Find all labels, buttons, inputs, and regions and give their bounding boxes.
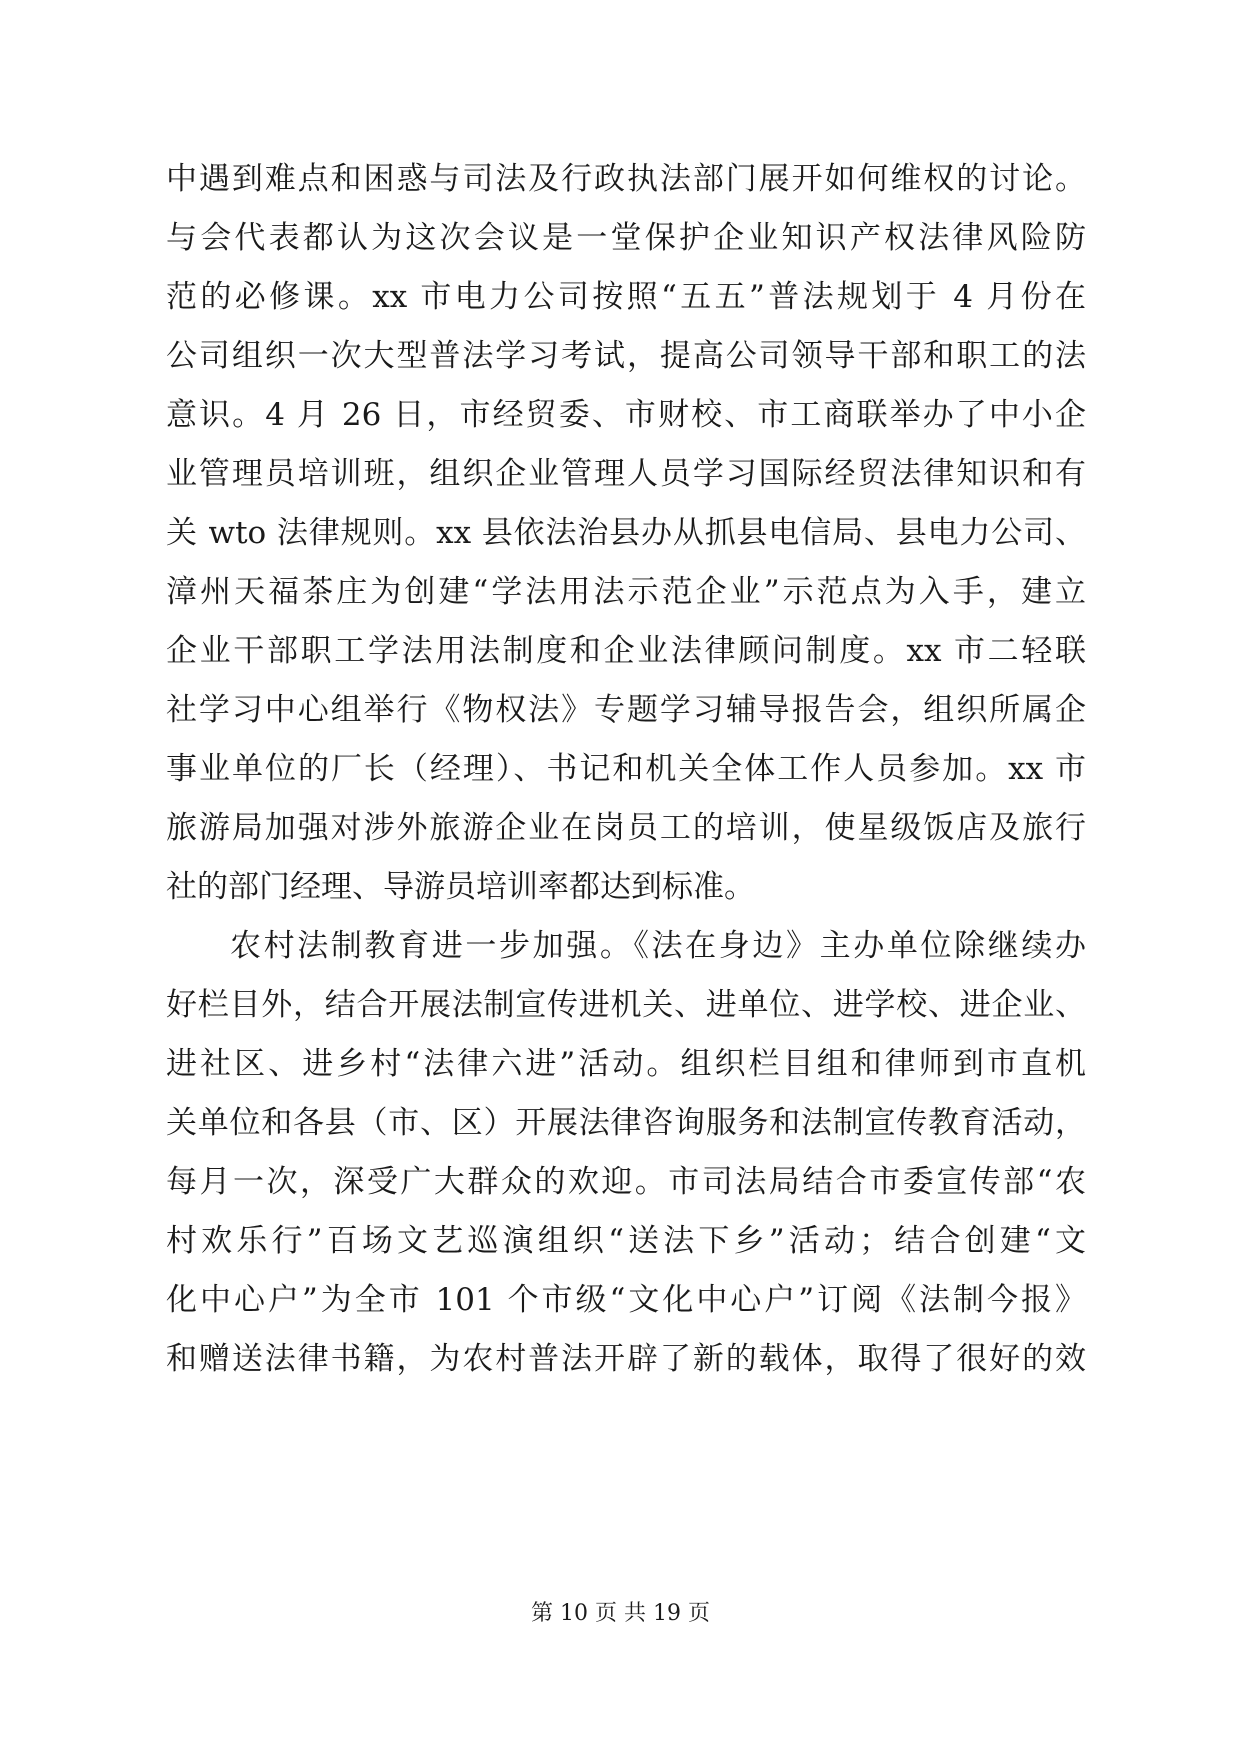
text-line: 好栏目外，结合开展法制宣传进机关、进单位、进学校、进企业、 xyxy=(166,987,1086,1023)
text-line: 中遇到难点和困惑与司法及行政执法部门展开如何维权的讨论。 xyxy=(166,161,1086,197)
paragraph-enterprise-legal-education xyxy=(166,150,1086,917)
text-line: 公司组织一次大型普法学习考试，提高公司领导干部和职工的法 xyxy=(166,338,1086,374)
text-line: 企业干部职工学法用法制度和企业法律顾问制度。xx 市二轻联 xyxy=(166,633,1086,669)
paragraph-rural-legal-education xyxy=(166,917,1086,1389)
text-line: 进社区、进乡村“法律六进”活动。组织栏目组和律师到市直机 xyxy=(166,1046,1086,1082)
text-line: 每月一次，深受广大群众的欢迎。市司法局结合市委宣传部“农 xyxy=(166,1164,1086,1200)
text-line: 事业单位的厂长（经理）、书记和机关全体工作人员参加。xx 市 xyxy=(166,751,1086,787)
text-line: 社学习中心组举行《物权法》专题学习辅导报告会，组织所属企 xyxy=(166,692,1086,728)
text-line: 关 wto 法律规则。xx 县依法治县办从抓县电信局、县电力公司、 xyxy=(166,515,1086,551)
body-text xyxy=(166,150,1086,1389)
text-line: 意识。4 月 26 日，市经贸委、市财校、市工商联举办了中小企 xyxy=(166,397,1086,433)
text-line: 业管理员培训班，组织企业管理人员学习国际经贸法律知识和有 xyxy=(166,456,1086,492)
text-line: 农村法制教育进一步加强。《法在身边》主办单位除继续办 xyxy=(230,928,1086,964)
page-number-footer: 第 10 页 共 19 页 xyxy=(531,1601,710,1626)
text-line: 和赠送法律书籍，为农村普法开辟了新的载体，取得了很好的效 xyxy=(166,1341,1086,1377)
text-line: 关单位和各县（市、区）开展法律咨询服务和法制宣传教育活动， xyxy=(166,1105,1086,1141)
text-line: 范的必修课。xx 市电力公司按照“五五”普法规划于 4 月份在 xyxy=(166,279,1086,315)
text-line: 漳州天福茶庄为创建“学法用法示范企业”示范点为入手，建立 xyxy=(166,574,1086,610)
text-line: 旅游局加强对涉外旅游企业在岗员工的培训，使星级饭店及旅行 xyxy=(166,810,1086,846)
text-line: 化中心户”为全市 101 个市级“文化中心户”订阅《法制今报》 xyxy=(166,1282,1086,1318)
text-line: 与会代表都认为这次会议是一堂保护企业知识产权法律风险防 xyxy=(166,220,1086,256)
text-line: 村欢乐行”百场文艺巡演组织“送法下乡”活动；结合创建“文 xyxy=(166,1223,1086,1259)
text-line: 社的部门经理、导游员培训率都达到标准。 xyxy=(166,869,755,905)
